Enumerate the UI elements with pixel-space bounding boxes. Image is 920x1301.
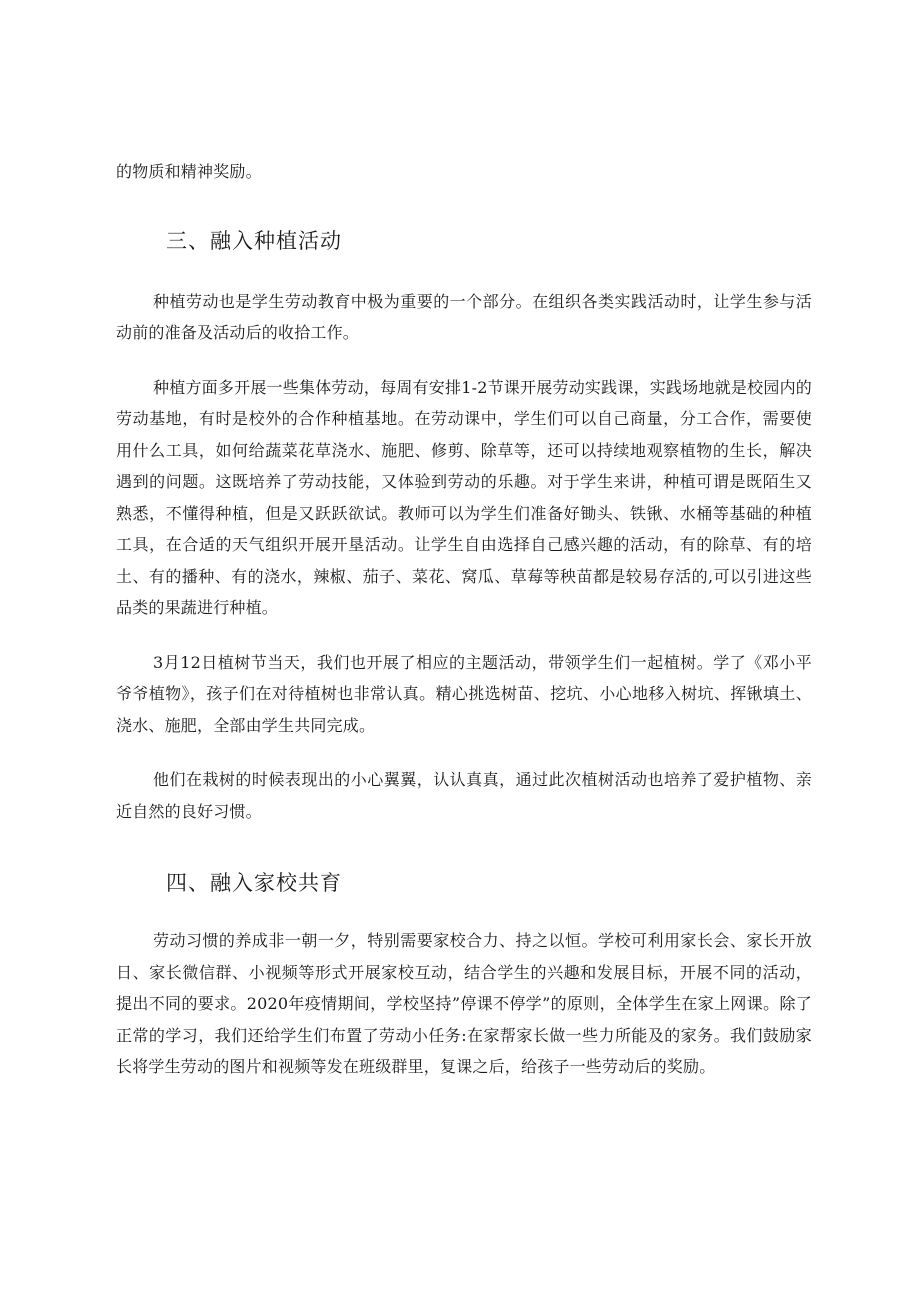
paragraph-planting-details: 种植方面多开展一些集体劳动，每周有安排1-2节课开展劳动实践课，实践场地就是校园内的劳动基地，有时是校外的合作种植基地。在劳动课中，学生们可以自己商量，分工合作，需要使用什么工具，如何给蔬菜花草浇水、施肥、修剪、除草等，还可以持续地观察植物的生长，解决遇到的问题。这既培养了劳动技能，又体验到劳动的乐趣。对于学生来讲，种植可谓是既陌生又熟悉，不懂得种植，但是又跃跃欲试。教师可以为学生们准备好锄头、铁锹、水桶等基础的种植工具，在合适的天气组织开展开垦活动。让学生自由选择自己感兴趣的活动，有的除草、有的培土、有的播种、有的浇水，辣椒、茄子、菜花、窝瓜、草莓等秧苗都是较易存活的,可以引进这些品类的果蔬进行种植。 <box>116 377 812 617</box>
paragraph-arbor-day: 3月12日植树节当天，我们也开展了相应的主题活动，带领学生们一起植树。学了《邓小平爷爷植物》，孩子们在对待植树也非常认真。精心挑选树苗、挖坑、小心地移入树坑、挥锹填土、浇水、施肥，全部由学生共同完成。 <box>116 652 812 735</box>
paragraph-home-school: 劳动习惯的养成非一朝一夕，特别需要家校合力、持之以恒。学校可利用家长会、家长开放日、家长微信群、小视频等形式开展家校互动，结合学生的兴趣和发展目标，开展不同的活动，提出不同的要求。2020年疫情期间，学校坚持”停课不停学”的原则，全体学生在家上网课。除了正常的学习，我们还给学生们布置了劳动小任务:在家帮家长做一些力所能及的家务。我们鼓励家长将学生劳动的图片和视频等发在班级群里，复课之后，给孩子一些劳动后的奖励。 <box>116 931 812 1076</box>
paragraph-tree-planting-habits: 他们在栽树的时候表现出的小心翼翼，认认真真，通过此次植树活动也培养了爱护植物、亲近自然的良好习惯。 <box>116 770 812 821</box>
paragraph-planting-intro: 种植劳动也是学生劳动教育中极为重要的一个部分。在组织各类实践活动时，让学生参与活动前的准备及活动后的收拾工作。 <box>116 291 812 342</box>
section-heading-planting: 三、融入种植活动 <box>166 228 342 253</box>
section-heading-home-school: 四、融入家校共育 <box>166 871 342 895</box>
paragraph-continuation: 的物质和精神奖励。 <box>116 162 262 181</box>
document-body <box>116 156 812 1083</box>
